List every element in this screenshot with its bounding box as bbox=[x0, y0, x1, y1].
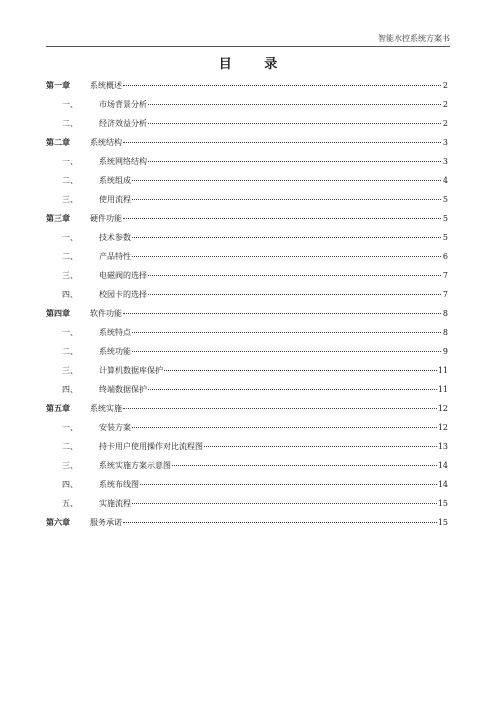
toc-entry-label: 软件功能 bbox=[90, 309, 122, 318]
toc-entry-page-number: 5 bbox=[442, 214, 448, 223]
toc-dot-leader bbox=[123, 522, 437, 523]
toc-section-entry[interactable] bbox=[46, 228, 448, 247]
toc-dot-leader bbox=[148, 161, 441, 162]
toc-dot-leader bbox=[172, 465, 437, 466]
toc-entry-number: 三、 bbox=[62, 461, 78, 470]
toc-entry-page-number: 5 bbox=[442, 195, 448, 204]
toc-dot-leader bbox=[148, 123, 441, 124]
toc-entry-number: 三、 bbox=[62, 271, 78, 280]
toc-entry-label: 系统实施 bbox=[90, 404, 122, 413]
toc-entry-page-number: 4 bbox=[442, 176, 448, 185]
toc-entry-page-number: 9 bbox=[442, 347, 448, 356]
toc-section-entry[interactable] bbox=[46, 266, 448, 285]
toc-chapter-entry[interactable] bbox=[46, 76, 448, 95]
toc-section-entry[interactable] bbox=[46, 342, 448, 361]
toc-entry-page-number: 7 bbox=[442, 271, 448, 280]
toc-entry-label: 安装方案 bbox=[99, 423, 131, 432]
toc-chapter-entry[interactable] bbox=[46, 209, 448, 228]
toc-entry-page-number: 2 bbox=[442, 81, 448, 90]
toc-entry-label: 实施流程 bbox=[99, 499, 131, 508]
toc-entry-page-number: 8 bbox=[442, 328, 448, 337]
toc-entry-page-number: 3 bbox=[442, 157, 448, 166]
toc-entry-label: 硬件功能 bbox=[90, 214, 122, 223]
toc-entry-number: 三、 bbox=[62, 195, 78, 204]
toc-dot-leader bbox=[132, 180, 441, 181]
toc-entry-label: 使用流程 bbox=[99, 195, 131, 204]
toc-entry-number: 第五章 bbox=[46, 403, 70, 413]
toc-dot-leader bbox=[123, 142, 441, 143]
toc-entry-label: 系统特点 bbox=[99, 328, 131, 337]
toc-section-entry[interactable] bbox=[46, 437, 448, 456]
toc-entry-number: 一、 bbox=[62, 328, 78, 337]
toc-section-entry[interactable] bbox=[46, 494, 448, 513]
running-header: 智能水控系统方案书 bbox=[378, 34, 450, 43]
toc-dot-leader bbox=[132, 256, 441, 257]
toc-entry-label: 系统概述 bbox=[90, 81, 122, 90]
toc-entry-number: 四、 bbox=[62, 480, 78, 489]
toc-entry-page-number: 12 bbox=[437, 404, 448, 413]
toc-entry-number: 四、 bbox=[62, 290, 78, 299]
toc-entry-number: 三、 bbox=[62, 366, 78, 375]
toc-entry-page-number: 15 bbox=[437, 499, 448, 508]
toc-section-entry[interactable] bbox=[46, 190, 448, 209]
toc-entry-number: 二、 bbox=[62, 252, 78, 261]
toc-dot-leader bbox=[148, 275, 441, 276]
toc-entry-page-number: 11 bbox=[437, 385, 448, 394]
toc-dot-leader bbox=[164, 370, 437, 371]
toc-section-entry[interactable] bbox=[46, 361, 448, 380]
toc-entry-label: 电磁阀的选择 bbox=[99, 271, 147, 280]
toc-entry-page-number: 2 bbox=[442, 100, 448, 109]
toc-entry-label: 技术参数 bbox=[99, 233, 131, 242]
toc-dot-leader bbox=[123, 218, 441, 219]
toc-dot-leader bbox=[148, 104, 441, 105]
toc-entry-page-number: 8 bbox=[442, 309, 448, 318]
toc-section-entry[interactable] bbox=[46, 285, 448, 304]
toc-entry-label: 计算机数据库保护 bbox=[99, 366, 163, 375]
toc-entry-number: 一、 bbox=[62, 233, 78, 242]
toc-entry-page-number: 5 bbox=[442, 233, 448, 242]
toc-entry-page-number: 14 bbox=[437, 461, 448, 470]
toc-entry-page-number: 3 bbox=[442, 138, 448, 147]
toc-section-entry[interactable] bbox=[46, 380, 448, 399]
toc-section-entry[interactable] bbox=[46, 114, 448, 133]
toc-entry-number: 二、 bbox=[62, 119, 78, 128]
toc-entry-number: 第六章 bbox=[46, 517, 70, 527]
toc-entry-page-number: 6 bbox=[442, 252, 448, 261]
toc-section-entry[interactable] bbox=[46, 323, 448, 342]
toc-dot-leader bbox=[123, 85, 441, 86]
toc-entry-label: 系统网络结构 bbox=[99, 157, 147, 166]
toc-section-entry[interactable] bbox=[46, 152, 448, 171]
toc-chapter-entry[interactable] bbox=[46, 133, 448, 152]
toc-entry-page-number: 14 bbox=[437, 480, 448, 489]
toc-entry-number: 四、 bbox=[62, 385, 78, 394]
toc-entry-label: 持卡用户使用操作对比流程图 bbox=[99, 442, 203, 451]
toc-entry-label: 产品特性 bbox=[99, 252, 131, 261]
toc-section-entry[interactable] bbox=[46, 247, 448, 266]
toc-entry-label: 经济效益分析 bbox=[99, 119, 147, 128]
toc-entry-number: 二、 bbox=[62, 347, 78, 356]
toc-dot-leader bbox=[132, 332, 441, 333]
toc-dot-leader bbox=[140, 484, 437, 485]
toc-entry-label: 系统实施方案示意图 bbox=[99, 461, 171, 470]
toc-entry-number: 二、 bbox=[62, 442, 78, 451]
toc-entry-label: 终端数据保护 bbox=[99, 385, 147, 394]
toc-chapter-entry[interactable] bbox=[46, 304, 448, 323]
toc-dot-leader bbox=[132, 351, 441, 352]
toc-section-entry[interactable] bbox=[46, 475, 448, 494]
toc-dot-leader bbox=[132, 427, 437, 428]
toc-dot-leader bbox=[148, 389, 437, 390]
toc-entry-label: 市场背景分析 bbox=[99, 100, 147, 109]
toc-entry-number: 一、 bbox=[62, 157, 78, 166]
toc-entry-page-number: 2 bbox=[442, 119, 448, 128]
toc-entry-page-number: 13 bbox=[437, 442, 448, 451]
toc-section-entry[interactable] bbox=[46, 171, 448, 190]
toc-entry-label: 系统布线图 bbox=[99, 480, 139, 489]
toc-section-entry[interactable] bbox=[46, 456, 448, 475]
toc-entry-label: 系统结构 bbox=[90, 138, 122, 147]
toc-chapter-entry[interactable] bbox=[46, 513, 448, 532]
header-rule bbox=[46, 46, 450, 47]
toc-entry-number: 第三章 bbox=[46, 213, 70, 223]
toc-entry-page-number: 15 bbox=[437, 518, 448, 527]
toc-entry-number: 第二章 bbox=[46, 137, 70, 147]
table-of-contents bbox=[46, 76, 448, 532]
toc-section-entry[interactable] bbox=[46, 418, 448, 437]
toc-entry-number: 一、 bbox=[62, 423, 78, 432]
toc-title: 目 录 bbox=[218, 57, 292, 72]
toc-entry-label: 系统组成 bbox=[99, 176, 131, 185]
toc-entry-number: 第四章 bbox=[46, 308, 70, 318]
toc-section-entry[interactable] bbox=[46, 95, 448, 114]
toc-dot-leader bbox=[132, 503, 437, 504]
toc-dot-leader bbox=[123, 313, 441, 314]
toc-dot-leader bbox=[204, 446, 437, 447]
toc-entry-number: 第一章 bbox=[46, 80, 70, 90]
toc-entry-label: 系统功能 bbox=[99, 347, 131, 356]
toc-chapter-entry[interactable] bbox=[46, 399, 448, 418]
toc-dot-leader bbox=[132, 199, 441, 200]
toc-entry-number: 二、 bbox=[62, 176, 78, 185]
toc-entry-number: 五、 bbox=[62, 499, 78, 508]
toc-entry-label: 校园卡的选择 bbox=[99, 290, 147, 299]
toc-entry-page-number: 7 bbox=[442, 290, 448, 299]
toc-entry-page-number: 12 bbox=[437, 423, 448, 432]
toc-dot-leader bbox=[148, 294, 441, 295]
toc-entry-number: 一、 bbox=[62, 100, 78, 109]
toc-entry-page-number: 11 bbox=[437, 366, 448, 375]
toc-dot-leader bbox=[132, 237, 441, 238]
toc-entry-label: 服务承诺 bbox=[90, 518, 122, 527]
toc-dot-leader bbox=[123, 408, 437, 409]
